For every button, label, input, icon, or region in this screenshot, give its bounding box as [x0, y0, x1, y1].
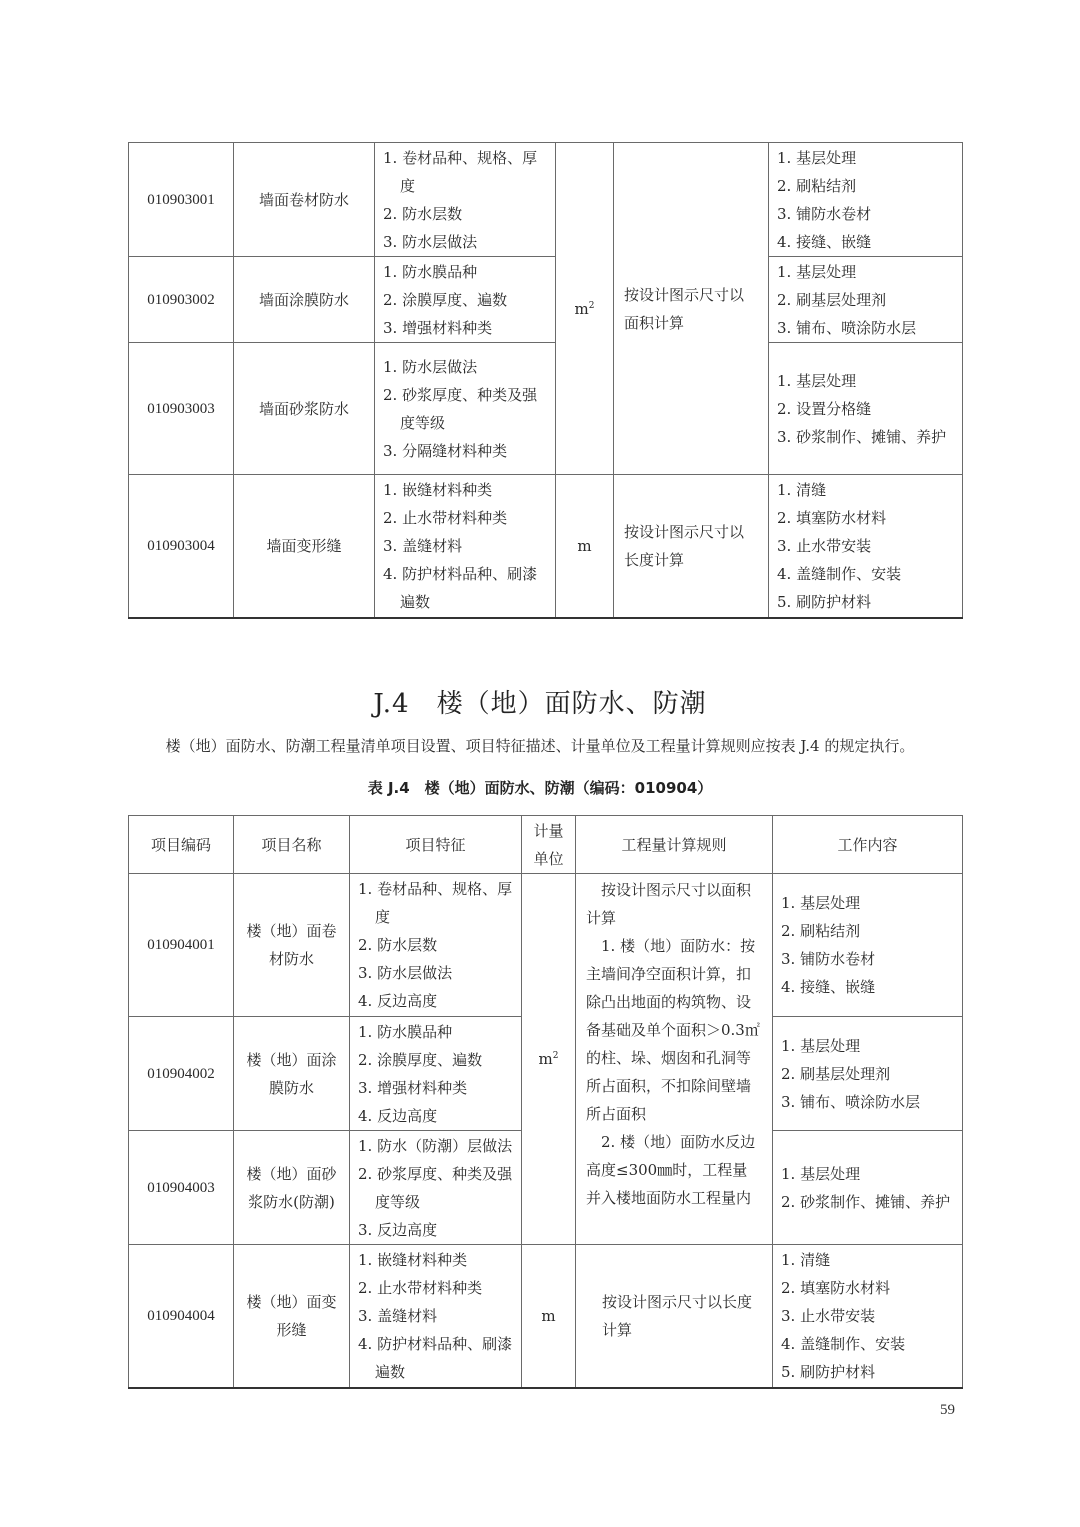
work-line: 1. 基层处理 — [781, 1036, 861, 1055]
work-line: 4. 接缝、嵌缝 — [777, 232, 872, 251]
work-line: 2. 刷基层处理剂 — [781, 1064, 891, 1083]
work-line: 5. 刷防护材料 — [781, 1362, 876, 1381]
unit-cell — [522, 874, 576, 1245]
column-header-work: 工作内容 — [773, 816, 963, 874]
item-name: 楼（地）面砂浆防水(防潮) — [234, 1131, 350, 1245]
work-line: 2. 刷粘结剂 — [781, 922, 861, 940]
feature-line: 2. 砂浆厚度、种类及强度等级 — [358, 1164, 513, 1211]
work-line: 1. 基层处理 — [777, 371, 857, 390]
work-line: 2. 填塞防水材料 — [777, 508, 887, 527]
feature-line: 3. 增强材料种类 — [358, 1078, 468, 1097]
column-header-features: 项目特征 — [350, 816, 522, 874]
feature-line: 1. 嵌缝材料种类 — [383, 480, 493, 499]
work-line: 4. 盖缝制作、安装 — [777, 564, 902, 583]
table-row — [129, 257, 963, 343]
column-header-name: 项目名称 — [234, 816, 350, 874]
item-work — [769, 257, 963, 343]
work-line: 3. 铺防水卷材 — [777, 204, 872, 223]
item-features — [375, 343, 556, 475]
feature-line: 3. 增强材料种类 — [383, 318, 493, 337]
feature-line: 3. 盖缝材料 — [383, 536, 463, 555]
unit-cell — [556, 143, 614, 475]
item-work — [769, 143, 963, 257]
feature-line: 4. 防护材料品种、刷漆遍数 — [383, 564, 538, 611]
item-work — [773, 874, 963, 1017]
rule-paragraph: 1. 楼（地）面防水：按主墙间净空面积计算，扣除凸出地面的构筑物、设备基础及单个面积＞0.3㎡的柱、垛、烟囱和孔洞等所占面积，不扣除间壁墙所占面积 — [586, 937, 760, 1123]
feature-line: 1. 防水膜品种 — [358, 1022, 453, 1041]
unit-superscript: 2 — [588, 300, 595, 311]
table-row — [129, 874, 963, 1017]
table-header-row — [129, 816, 963, 874]
page-number: 59 — [940, 1402, 955, 1418]
feature-line: 3. 反边高度 — [358, 1220, 438, 1239]
item-features — [375, 257, 556, 343]
item-code: 010904002 — [129, 1017, 234, 1131]
feature-line: 3. 分隔缝材料种类 — [383, 441, 508, 460]
work-line: 3. 铺防水卷材 — [781, 950, 876, 968]
work-line: 2. 填塞防水材料 — [781, 1278, 891, 1297]
work-line: 1. 清缝 — [781, 1250, 831, 1269]
feature-line: 2. 砂浆厚度、种类及强度等级 — [383, 385, 538, 432]
work-line: 5. 刷防护材料 — [777, 592, 872, 611]
item-name: 楼（地）面卷材防水 — [234, 874, 350, 1017]
item-name: 墙面涂膜防水 — [234, 257, 375, 343]
item-features — [375, 475, 556, 618]
work-line: 3. 止水带安装 — [781, 1306, 876, 1325]
feature-line: 3. 防水层做法 — [358, 964, 453, 982]
table-row — [129, 1245, 963, 1388]
work-line: 2. 刷粘结剂 — [777, 176, 857, 195]
feature-line: 1. 卷材品种、规格、厚度 — [358, 880, 513, 926]
rule-cell: 按设计图示尺寸以面积计算 — [614, 143, 769, 475]
work-line: 2. 砂浆制作、摊铺、养护 — [781, 1192, 951, 1211]
item-features — [350, 1245, 522, 1388]
work-line: 4. 盖缝制作、安装 — [781, 1334, 906, 1353]
work-line: 4. 接缝、嵌缝 — [781, 978, 876, 996]
feature-line: 1. 嵌缝材料种类 — [358, 1250, 468, 1269]
item-features — [350, 1131, 522, 1245]
work-line: 3. 铺布、喷涂防水层 — [781, 1092, 921, 1111]
work-line: 3. 铺布、喷涂防水层 — [777, 318, 917, 337]
item-features — [375, 143, 556, 257]
work-line: 2. 刷基层处理剂 — [777, 290, 887, 309]
feature-line: 4. 反边高度 — [358, 1106, 438, 1125]
table-row — [129, 343, 963, 475]
table-row — [129, 475, 963, 618]
item-code: 010904003 — [129, 1131, 234, 1245]
work-line: 1. 基层处理 — [781, 894, 861, 912]
table-caption: 表 J.4 楼（地）面防水、防潮（编码：010904） — [367, 779, 713, 797]
column-header-unit: 计量单位 — [522, 816, 576, 874]
feature-line: 1. 卷材品种、规格、厚度 — [383, 148, 538, 195]
item-work — [773, 1017, 963, 1131]
feature-line: 2. 防水层数 — [383, 204, 463, 223]
rule-paragraph: 按设计图示尺寸以面积计算 — [586, 881, 752, 927]
item-name: 楼（地）面变形缝 — [234, 1245, 350, 1388]
rule-cell: 按设计图示尺寸以长度计算 — [576, 1245, 773, 1388]
item-name: 墙面卷材防水 — [234, 143, 375, 257]
column-header-code: 项目编码 — [129, 816, 234, 874]
unit-superscript: 2 — [552, 1051, 559, 1061]
table-row — [129, 143, 963, 257]
rule-paragraph: 2. 楼（地）面防水反边高度≤300㎜时，工程量并入楼地面防水工程量内 — [586, 1133, 756, 1207]
wall-waterproofing-table — [128, 142, 963, 619]
work-line: 2. 设置分格缝 — [777, 399, 872, 418]
feature-line: 2. 止水带材料种类 — [358, 1278, 483, 1297]
floor-waterproofing-table — [128, 815, 963, 1389]
feature-line: 1. 防水膜品种 — [383, 262, 478, 281]
item-code: 010903002 — [129, 257, 234, 343]
rule-cell — [576, 874, 773, 1245]
item-code: 010904004 — [129, 1245, 234, 1388]
unit-cell: m — [522, 1245, 576, 1388]
section-intro: 楼（地）面防水、防潮工程量清单项目设置、项目特征描述、计量单位及工程量计算规则应按表 J.4 的规定执行。 — [165, 737, 915, 755]
feature-line: 1. 防水层做法 — [383, 357, 478, 376]
feature-line: 2. 涂膜厚度、遍数 — [358, 1050, 483, 1069]
feature-line: 1. 防水（防潮）层做法 — [358, 1136, 513, 1155]
rule-cell: 按设计图示尺寸以长度计算 — [614, 475, 769, 618]
feature-line: 4. 反边高度 — [358, 992, 438, 1010]
feature-line: 2. 涂膜厚度、遍数 — [383, 290, 508, 309]
item-code: 010904001 — [129, 874, 234, 1017]
work-line: 3. 止水带安装 — [777, 536, 872, 555]
column-header-rule: 工程量计算规则 — [576, 816, 773, 874]
item-name: 墙面变形缝 — [234, 475, 375, 618]
section-heading: J.4 楼（地）面防水、防潮 — [373, 689, 707, 719]
item-name: 墙面砂浆防水 — [234, 343, 375, 475]
feature-line: 4. 防护材料品种、刷漆遍数 — [358, 1334, 513, 1381]
work-line: 1. 基层处理 — [781, 1164, 861, 1183]
item-code: 010903003 — [129, 343, 234, 475]
item-work — [773, 1131, 963, 1245]
work-line: 1. 清缝 — [777, 480, 827, 499]
item-features — [350, 1017, 522, 1131]
work-line: 1. 基层处理 — [777, 262, 857, 281]
feature-line: 3. 防水层做法 — [383, 232, 478, 251]
item-features — [350, 874, 522, 1017]
item-code: 010903004 — [129, 475, 234, 618]
feature-line: 2. 止水带材料种类 — [383, 508, 508, 527]
unit-text: m — [574, 299, 589, 318]
item-code: 010903001 — [129, 143, 234, 257]
item-work — [769, 475, 963, 618]
work-line: 1. 基层处理 — [777, 148, 857, 167]
unit-text: m — [538, 1050, 553, 1068]
unit-cell: m — [556, 475, 614, 618]
feature-line: 2. 防水层数 — [358, 936, 438, 954]
item-work — [773, 1245, 963, 1388]
feature-line: 3. 盖缝材料 — [358, 1306, 438, 1325]
item-name: 楼（地）面涂膜防水 — [234, 1017, 350, 1131]
item-work — [769, 343, 963, 475]
work-line: 3. 砂浆制作、摊铺、养护 — [777, 427, 947, 446]
